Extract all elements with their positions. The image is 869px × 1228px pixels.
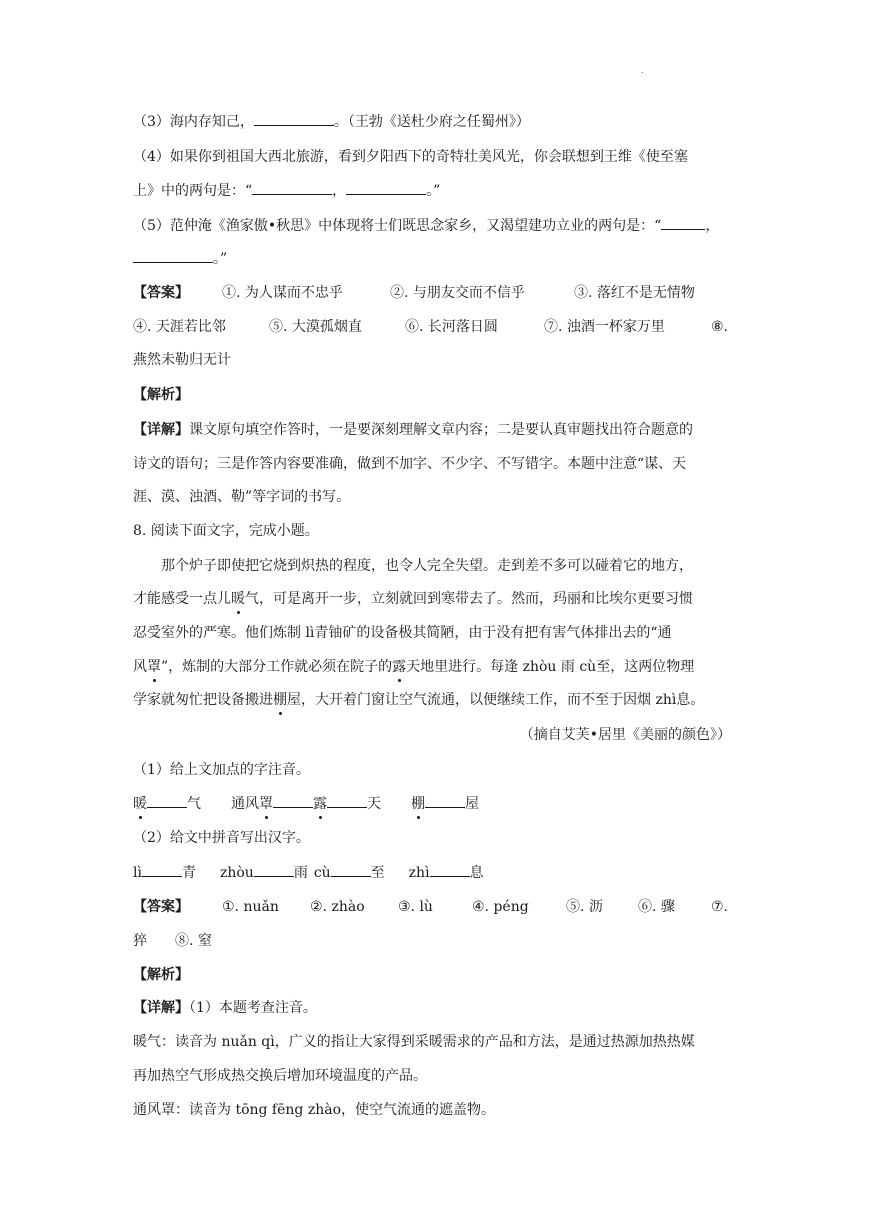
passage-line-2 bbox=[133, 589, 693, 609]
passage-line-1: 那个炉子即使把它烧到炽热的程度，也令人完全失望。走到差不多可以碰着它的地方， bbox=[161, 558, 693, 574]
detail-label: 【详解】 bbox=[133, 422, 189, 438]
word-part: 天 bbox=[367, 796, 381, 812]
answer-item: ②. zhào bbox=[310, 899, 365, 915]
question-4-line-1: （4）如果你到祖国大西北旅游，看到夕阳西下的奇特壮美风光，你会联想到王维《使至塞 bbox=[133, 149, 688, 165]
pinyin: zhì bbox=[408, 865, 430, 881]
word-part: 息 bbox=[469, 865, 484, 881]
word-part: 青 bbox=[181, 865, 196, 881]
answer-item: ⑦. 浊酒一杯家万里 bbox=[544, 319, 665, 335]
analysis-line-1 bbox=[133, 420, 693, 440]
q5-mid: ， bbox=[705, 218, 720, 234]
char-blank[interactable] bbox=[254, 862, 294, 877]
passage-line-4 bbox=[133, 657, 694, 677]
pinyin-blank[interactable] bbox=[273, 793, 313, 808]
passage-text: 天地里进行。每逢 zhòu 雨 cù至，这两位物理 bbox=[406, 659, 695, 675]
passage-text: ”，炼制的大部分工作就必须在院子的 bbox=[161, 659, 393, 675]
analysis-line-3: 通风罩：读音为 tōng fēng zhào，使空气流通的遮盖物。 bbox=[133, 1102, 495, 1118]
answer-item: ④. péng bbox=[472, 899, 529, 915]
analysis-text: 课文原句填空作答时，一是要深刻理解文章内容；二是要认真审题找出符合题意的 bbox=[189, 422, 693, 438]
sub-question-1-blanks bbox=[133, 793, 479, 814]
dotted-char: 露 bbox=[313, 796, 327, 812]
pinyin-blank[interactable] bbox=[327, 793, 367, 808]
q4-suffix: 。” bbox=[426, 183, 441, 199]
pinyin-blank[interactable] bbox=[425, 793, 465, 808]
answer-item: ④. 天涯若比邻 bbox=[133, 319, 226, 335]
dotted-char: 暖 bbox=[231, 591, 245, 607]
passage-source: （摘自艾芙•居里《美丽的颜色》） bbox=[519, 727, 731, 743]
answer-item: ⑧. 窒 bbox=[175, 933, 212, 949]
passage-text: 气，可是离开一步，立刻就回到寒带去了。然而，玛丽和比埃尔更要习惯 bbox=[245, 591, 693, 607]
analysis-detail-line bbox=[133, 998, 317, 1018]
char-blank[interactable] bbox=[142, 862, 182, 877]
char-blank[interactable] bbox=[430, 862, 470, 877]
q5-suffix: 。” bbox=[213, 251, 228, 267]
q3-prefix: （3）海内存知己， bbox=[133, 114, 254, 130]
dotted-char: 罩 bbox=[147, 659, 161, 675]
answer-item: ③. 落红不是无情物 bbox=[574, 285, 695, 301]
answer-item: ①. 为人谋而不忠乎 bbox=[222, 285, 343, 301]
q4-mid: ， bbox=[332, 183, 347, 199]
answer-item: ⑥. 骤 bbox=[638, 899, 675, 915]
passage-text: 屋，大开着门窗让空气流通，以便继续工作，而不至于因烟 zhì息。 bbox=[287, 692, 705, 708]
pinyin: lì bbox=[133, 865, 142, 881]
question-3-line bbox=[133, 111, 530, 132]
answer-item: ⑤. 沥 bbox=[566, 899, 603, 915]
dotted-char: 棚 bbox=[273, 692, 287, 708]
pinyin: cù bbox=[313, 865, 331, 881]
answer-item: ③. lù bbox=[398, 899, 433, 915]
passage-line-5 bbox=[133, 690, 704, 710]
analysis-line-2: 诗文的语句；三是作答内容要准确，做到不加字、不少字、不写错字。本题中注意“谋、天 bbox=[133, 456, 687, 472]
answer-item: ⑤. 大漠孤烟直 bbox=[269, 319, 362, 335]
answer-item: ②. 与朋友交而不信乎 bbox=[390, 285, 525, 301]
corner-mark: . bbox=[641, 66, 644, 75]
dotted-char: 暖 bbox=[133, 796, 147, 812]
sub-question-2-blanks bbox=[133, 862, 484, 883]
question-4-line-2 bbox=[133, 180, 440, 201]
analysis-line-3: 涯、漠、浊酒、勒”等字词的书写。 bbox=[133, 489, 351, 505]
q3-suffix: 。（王勃《送杜少府之任蜀州》） bbox=[333, 114, 530, 130]
q3-blank[interactable] bbox=[254, 111, 334, 126]
char-blank[interactable] bbox=[331, 862, 371, 877]
passage-line-3: 忍受室外的严寒。他们炼制 lì青铀矿的设备极其简陋，由于没有把有害气体排出去的“通 bbox=[133, 625, 672, 641]
passage-text: 才能感受一点儿 bbox=[133, 591, 231, 607]
analysis-line-2: 再加热空气形成热交换后增加环境温度的产品。 bbox=[133, 1068, 427, 1084]
question-5-line-1 bbox=[133, 215, 719, 236]
answer-label: 【答案】 bbox=[133, 285, 189, 301]
word-part: 屋 bbox=[465, 796, 479, 812]
question-8-title: 8. 阅读下面文字，完成小题。 bbox=[133, 523, 319, 539]
q4-blank-1[interactable] bbox=[252, 180, 332, 195]
q4-prefix: 上》中的两句是：“ bbox=[133, 183, 253, 199]
sub-question-1: （1）给上文加点的字注音。 bbox=[133, 762, 310, 778]
q5-prefix: （5）范仲淹《渔家傲•秋思》中体现将士们既思念家乡，又渴望建功立业的两句是：“ bbox=[133, 218, 662, 234]
answer-item: 燕然未勒归无计 bbox=[133, 352, 231, 368]
answer-label: 【答案】 bbox=[133, 899, 189, 915]
pinyin-blank[interactable] bbox=[147, 793, 187, 808]
analysis-label: 【解析】 bbox=[133, 387, 189, 403]
dotted-char: 罩 bbox=[259, 796, 273, 812]
passage-text: 学家就匆忙把设备搬进 bbox=[133, 692, 273, 708]
answer-item: ⑦. bbox=[711, 899, 729, 915]
pinyin: zhòu bbox=[219, 865, 254, 881]
sub-question-2: （2）给文中拼音写出汉字。 bbox=[133, 830, 310, 846]
passage-text: 风 bbox=[133, 659, 147, 675]
q5-blank-2[interactable] bbox=[133, 248, 213, 263]
analysis-text: （1）本题考查注音。 bbox=[189, 1000, 317, 1016]
answer-item: 猝 bbox=[133, 933, 147, 949]
answer-item: ①. nuǎn bbox=[222, 899, 279, 915]
answer-item: ⑥. 长河落日圆 bbox=[405, 319, 498, 335]
word-part: 通风 bbox=[231, 796, 259, 812]
q4-blank-2[interactable] bbox=[346, 180, 426, 195]
dotted-char: 露 bbox=[392, 659, 407, 675]
analysis-label: 【解析】 bbox=[133, 967, 189, 983]
question-5-line-2 bbox=[133, 248, 227, 269]
detail-label: 【详解】 bbox=[133, 1000, 189, 1016]
answer-item: ⑧. bbox=[711, 319, 729, 335]
q5-blank-1[interactable] bbox=[661, 215, 705, 230]
dotted-char: 棚 bbox=[411, 796, 425, 812]
word-part: 雨 bbox=[293, 865, 308, 881]
analysis-line-1: 暖气：读音为 nuǎn qì，广义的指让大家得到采暖需求的产品和方法，是通过热源加热热媒 bbox=[133, 1034, 695, 1050]
word-part: 气 bbox=[187, 796, 201, 812]
word-part: 至 bbox=[370, 865, 385, 881]
